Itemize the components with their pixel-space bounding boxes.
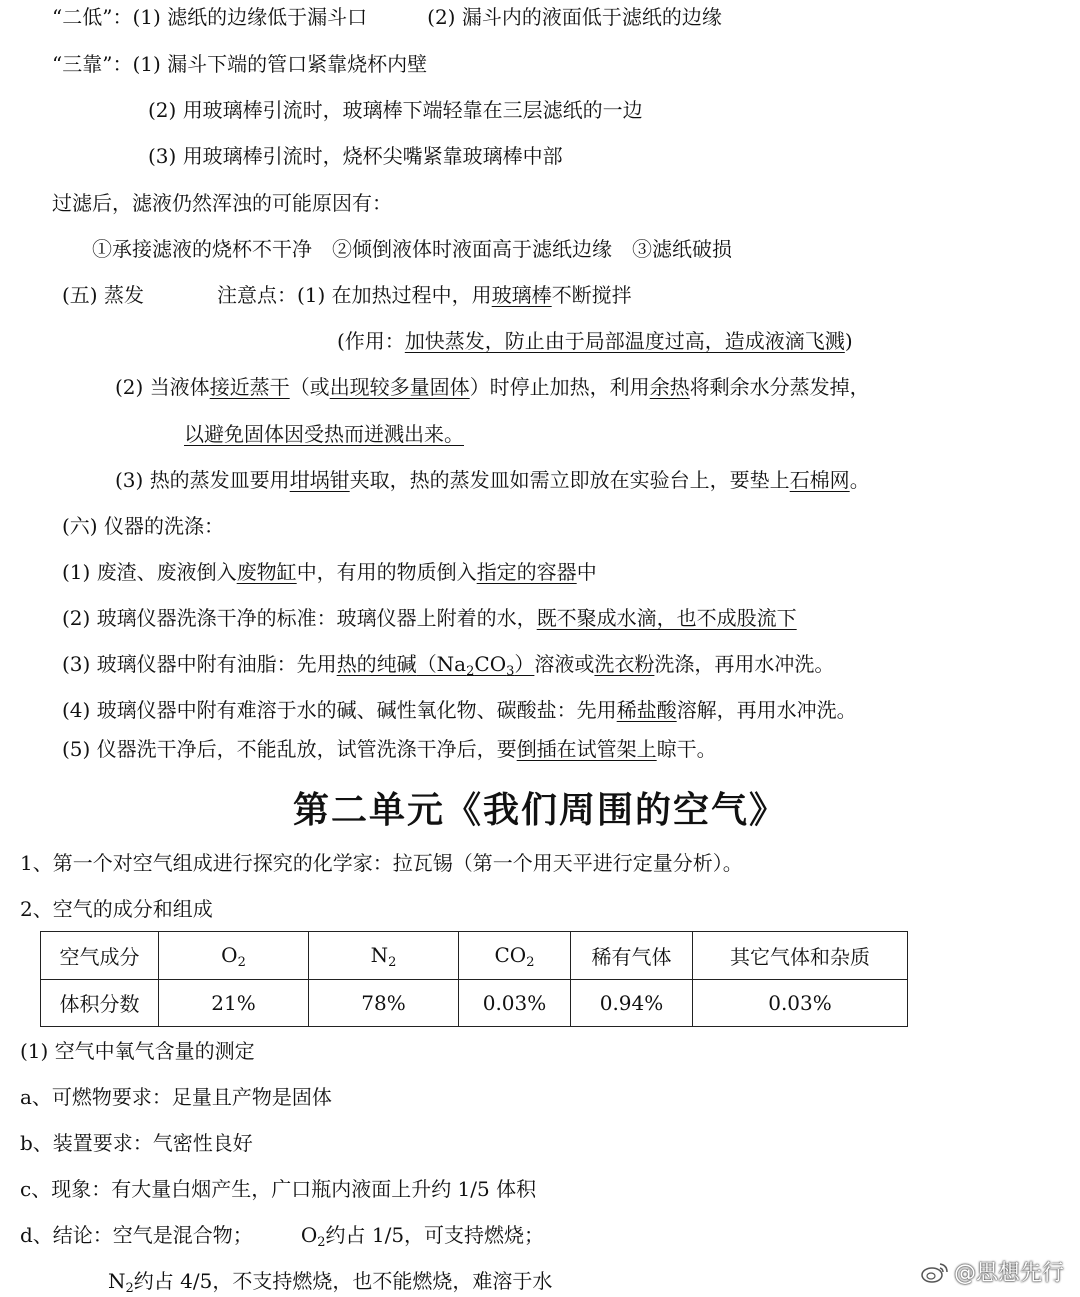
oxygen-measure-d-nitrogen: $N_2$约占 4/5，不支持燃烧，也不能燃烧，难溶于水 — [108, 1269, 553, 1296]
row-cell-rare-gas: 0.94% — [571, 979, 693, 1027]
oxygen-measure-b: b、装置要求：气密性良好 — [20, 1131, 253, 1155]
row-cell-n2: 78% — [309, 979, 459, 1027]
header-cell-rare-gas: 稀有气体 — [571, 932, 693, 980]
washing-point-4: (4) 玻璃仪器中附有难溶于水的碱、碱性氧化物、碳酸盐：先用稀盐酸溶解，再用水冲洗。 — [62, 698, 857, 722]
header-cell-n2: $N_2$ — [309, 932, 459, 980]
weibo-logo-icon — [920, 1260, 950, 1284]
evaporation-note-3: (3) 热的蒸发皿要用坩埚钳夹取，热的蒸发皿如需立即放在实验台上，要垫上石棉网。 — [115, 468, 870, 492]
table-row — [41, 979, 908, 1027]
washing-point-2: (2) 玻璃仪器洗涤干净的标准：玻璃仪器上附着的水，既不聚成水滴，也不成股流下 — [62, 606, 797, 630]
header-cell-label: 空气成分 — [41, 932, 159, 980]
oxygen-measure-c: c、现象：有大量白烟产生，广口瓶内液面上升约 1/5 体积 — [20, 1177, 537, 1201]
filtrate-turbid-reasons-title: 过滤后，滤液仍然浑浊的可能原因有： — [52, 191, 392, 215]
unit-two-heading: 第二单元《我们周围的空气》 — [292, 790, 787, 831]
evaporation-note-2: (2) 当液体接近蒸干（或出现较多量固体）时停止加热，利用余热将剩余水分蒸发掉， — [115, 375, 870, 399]
row-cell-label: 体积分数 — [41, 979, 159, 1027]
air-composition-table — [40, 931, 908, 1027]
oxygen-measure-d: d、结论：空气是混合物； $O_2$约占 1/5，可支持燃烧； — [20, 1223, 545, 1250]
header-cell-co2: $CO_2$ — [459, 932, 571, 980]
evaporation-note-1: 注意点：(1) 在加热过程中，用玻璃棒不断搅拌 — [217, 283, 632, 307]
row-cell-co2: 0.03% — [459, 979, 571, 1027]
evaporation-title: (五) 蒸发 — [62, 283, 144, 307]
oxygen-measure-a: a、可燃物要求：足量且产物是固体 — [20, 1085, 332, 1109]
watermark-text: @思想先行 — [953, 1261, 1064, 1286]
washing-point-1: (1) 废渣、废液倒入废物缸中，有用的物质倒入指定的容器中 — [62, 560, 597, 584]
weibo-watermark — [920, 1256, 1064, 1287]
header-cell-o2: $O_2$ — [159, 932, 309, 980]
washing-point-3: (3) 玻璃仪器中附有油脂：先用热的纯碱$(Na_2CO_3)$溶液或洗衣粉洗涤，再用水冲洗。 — [62, 652, 835, 679]
header-cell-other: 其它气体和杂质 — [693, 932, 908, 980]
unit2-item-2: 2、空气的成分和组成 — [20, 897, 213, 921]
table-header-row — [41, 932, 908, 980]
filtrate-turbid-reasons: ①承接滤液的烧杯不干净 ②倾倒液体时液面高于滤纸边缘 ③滤纸破损 — [92, 237, 732, 261]
washing-point-5: (5) 仪器洗干净后，不能乱放，试管洗涤干净后，要倒插在试管架上晾干。 — [62, 737, 717, 761]
row-cell-o2: 21% — [159, 979, 309, 1027]
row-cell-other: 0.03% — [693, 979, 908, 1027]
evaporation-note-1-effect: (作用：加快蒸发，防止由于局部温度过高，造成液滴飞溅) — [337, 329, 853, 353]
filtration-three-lean-line: “三靠”：(1) 漏斗下端的管口紧靠烧杯内壁 — [52, 52, 428, 76]
filtration-lean-point-3: (3) 用玻璃棒引流时，烧杯尖嘴紧靠玻璃棒中部 — [148, 144, 563, 168]
washing-title: (六) 仪器的洗涤： — [62, 514, 224, 538]
filtration-two-low-line: “二低”：(1) 滤纸的边缘低于漏斗口 (2) 漏斗内的液面低于滤纸的边缘 — [52, 5, 722, 29]
evaporation-note-2-cont: 以避免固体因受热而迸溅出来。 — [184, 422, 464, 446]
unit2-item-1: 1、第一个对空气组成进行探究的化学家：拉瓦锡（第一个用天平进行定量分析）。 — [20, 851, 743, 875]
oxygen-measure-title: (1) 空气中氧气含量的测定 — [20, 1039, 255, 1063]
filtration-lean-point-2: (2) 用玻璃棒引流时，玻璃棒下端轻靠在三层滤纸的一边 — [148, 98, 643, 122]
